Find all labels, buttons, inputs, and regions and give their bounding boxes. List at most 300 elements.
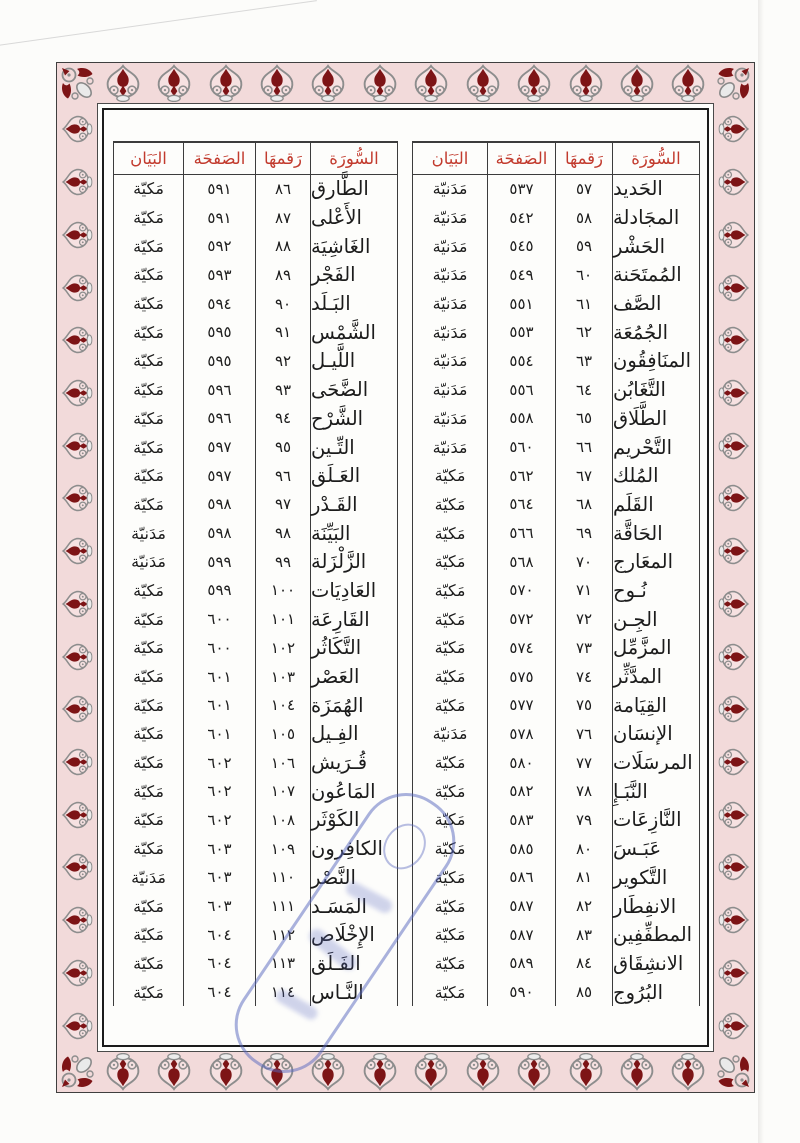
table-row [114,375,397,404]
surah-name-cell: القَـدْر [311,492,358,516]
border-heart-motif-icon [714,577,754,630]
surah-number-cell: ٩٨ [256,519,311,548]
header-bayan: البَيَان [114,143,184,174]
page-number-cell: ٥٥١ [488,289,556,318]
revelation-type-cell: مَكيّة [413,662,488,691]
surah-name-cell: عَبَـسَ [613,837,662,861]
surah-number-cell: ٧٣ [556,634,613,663]
surah-name-cell: البُرُوج [613,980,664,1004]
border-heart-motif-icon [714,736,754,789]
page-number-cell: ٦٠٢ [184,748,256,777]
surah-name-cell: الطَّارق [311,177,369,201]
page-number-cell: ٥٩٦ [184,375,256,404]
revelation-type-cell: مَدَنيّة [114,519,184,548]
border-heart-motif-icon [303,1052,354,1092]
border-heart-motif-icon [714,419,754,472]
border-heart-motif-icon [57,156,97,209]
table-row [114,605,397,634]
surah-name-cell: المنَافِقُون [613,349,692,373]
table-row [413,347,699,376]
surah-number-cell: ٨٢ [556,892,613,921]
table-row [114,404,397,433]
table-row [413,720,699,749]
page-number-cell: ٥٥٦ [488,375,556,404]
surah-name-cell: الضَّحَى [311,378,369,402]
surah-name-cell: الصَّف [613,292,662,316]
surah-name-cell: قُـرَيش [311,751,368,775]
surah-name-cell: البَيِّنَة [311,521,351,545]
border-heart-motif-icon [97,63,148,103]
surah-name-cell: القِيَامة [613,693,667,717]
revelation-type-cell: مَكيّة [413,806,488,835]
surah-name-cell: المَاعُون [311,779,376,803]
border-bottom-strip [97,1052,714,1092]
border-corner-rosette-icon [714,1052,754,1092]
revelation-type-cell: مَكيّة [114,375,184,404]
revelation-type-cell: مَكيّة [114,691,184,720]
surah-name-cell: المطفِّفِين [613,923,693,947]
surah-number-cell: ٥٨ [556,203,613,232]
table-header-row [413,143,699,175]
surah-number-cell: ٨٠ [556,834,613,863]
page-number-cell: ٥٦٠ [488,433,556,462]
surah-name-cell: العَـلَق [311,464,361,488]
surah-number-cell: ٥٧ [556,175,613,204]
border-heart-motif-icon [714,156,754,209]
surah-name-cell: اللَّيـل [311,349,356,373]
table-row [114,748,397,777]
table-header-row [114,143,397,175]
surah-number-cell: ٩٢ [256,347,311,376]
surah-name-cell: التَّكَاثُر [311,636,362,660]
border-heart-motif-icon [57,367,97,420]
page-number-cell: ٥٨٦ [488,863,556,892]
revelation-type-cell: مَكيّة [413,892,488,921]
border-heart-motif-icon [57,999,97,1052]
revelation-type-cell: مَدَنيّة [413,720,488,749]
surah-name-cell: الفِـيل [311,722,359,746]
surah-number-cell: ٩٣ [256,375,311,404]
revelation-type-cell: مَدَنيّة [413,289,488,318]
page-number-cell: ٥٦٦ [488,519,556,548]
surah-number-cell: ١٠٥ [256,720,311,749]
surah-number-cell: ٩٩ [256,547,311,576]
revelation-type-cell: مَكيّة [413,863,488,892]
surah-number-cell: ٧٠ [556,547,613,576]
page-number-cell: ٥٤٩ [488,261,556,290]
border-heart-motif-icon [57,841,97,894]
revelation-type-cell: مَدَنيّة [413,232,488,261]
surah-name-cell: القَارِعَة [311,607,370,631]
revelation-type-cell: مَكيّة [413,519,488,548]
surah-number-cell: ٦٥ [556,404,613,433]
surah-number-cell: ١١٣ [256,949,311,978]
border-heart-motif-icon [148,63,199,103]
table-row [114,318,397,347]
surah-number-cell: ٨٧ [256,203,311,232]
border-heart-motif-icon [714,472,754,525]
page-number-cell: ٥٨٢ [488,777,556,806]
table-row [413,404,699,433]
page-number-cell: ٥٩٥ [184,347,256,376]
page-number-cell: ٥٨٧ [488,920,556,949]
header-number: رَقمهَا [556,143,613,174]
border-heart-motif-icon [714,788,754,841]
border-heart-motif-icon [57,736,97,789]
revelation-type-cell: مَكيّة [114,175,184,204]
border-heart-motif-icon [406,63,457,103]
surah-name-cell: التَّكوير [613,865,668,889]
header-surah: السُّورَة [329,148,379,168]
table-body [413,175,699,1007]
border-heart-motif-icon [714,103,754,156]
scan-artifact-line [0,0,317,47]
page-number-cell: ٥٧٢ [488,605,556,634]
page-number-cell: ٦٠٤ [184,920,256,949]
table-row [114,347,397,376]
page-number-cell: ٥٤٢ [488,203,556,232]
table-row [114,920,397,949]
revelation-type-cell: مَكيّة [413,576,488,605]
table-row [413,576,699,605]
surah-number-cell: ٥٩ [556,232,613,261]
table-row [114,863,397,892]
revelation-type-cell: مَكيّة [413,748,488,777]
page-number-cell: ٥٦٢ [488,461,556,490]
border-heart-motif-icon [508,1052,559,1092]
border-heart-motif-icon [611,1052,662,1092]
revelation-type-cell: مَكيّة [114,433,184,462]
table-row [413,203,699,232]
surah-number-cell: ٦٣ [556,347,613,376]
page-number-cell: ٥٣٧ [488,175,556,204]
table-row [413,777,699,806]
border-heart-motif-icon [714,999,754,1052]
surah-number-cell: ١١١ [256,892,311,921]
border-corner-rosette-icon [57,63,97,103]
revelation-type-cell: مَكيّة [114,920,184,949]
table-row [114,261,397,290]
page-number-cell: ٦٠٣ [184,863,256,892]
revelation-type-cell: مَكيّة [114,634,184,663]
surah-number-cell: ٦٤ [556,375,613,404]
surah-number-cell: ٦١ [556,289,613,318]
page-number-cell: ٥٧٤ [488,634,556,663]
table-row [413,892,699,921]
surah-index-table-right [412,141,700,1006]
table-row [413,920,699,949]
surah-number-cell: ٦٢ [556,318,613,347]
revelation-type-cell: مَدَنيّة [114,547,184,576]
revelation-type-cell: مَكيّة [413,978,488,1007]
table-row [413,547,699,576]
border-right-strip [714,103,754,1052]
table-row [114,490,397,519]
page-number-cell: ٥٤٥ [488,232,556,261]
table-row [114,806,397,835]
revelation-type-cell: مَكيّة [114,949,184,978]
header-number: رَقمهَا [256,143,311,174]
surah-name-cell: القَلَم [613,492,654,516]
surah-name-cell: الكافِرون [311,837,383,861]
border-heart-motif-icon [57,472,97,525]
surah-number-cell: ٨٩ [256,261,311,290]
border-heart-motif-icon [57,525,97,578]
page-number-cell: ٥٧٧ [488,691,556,720]
page-number-cell: ٥٩٥ [184,318,256,347]
surah-name-cell: الغَاشِيَة [311,234,371,258]
page-number-cell: ٥٩١ [184,175,256,204]
surah-number-cell: ٩٥ [256,433,311,462]
border-left-strip [57,103,97,1052]
revelation-type-cell: مَكيّة [413,949,488,978]
surah-name-cell: الانفِطَار [613,894,677,918]
surah-name-cell: المجَادلة [613,206,680,230]
surah-number-cell: ٧٧ [556,748,613,777]
surah-name-cell: الإنسَان [613,722,673,746]
surah-name-cell: نُـوح [613,578,647,602]
revelation-type-cell: مَكيّة [114,261,184,290]
page-number-cell: ٥٥٨ [488,404,556,433]
table-row [114,519,397,548]
surah-name-cell: الجُمُعَة [613,320,669,344]
page-number-cell: ٥٩١ [184,203,256,232]
page-number-cell: ٥٥٣ [488,318,556,347]
table-row [114,949,397,978]
surah-name-cell: المَسَـد [311,894,367,918]
surah-name-cell: الفَـلَق [311,951,361,975]
revelation-type-cell: مَكيّة [114,834,184,863]
border-heart-motif-icon [200,63,251,103]
table-row [114,691,397,720]
surah-number-cell: ١١٤ [256,978,311,1007]
surah-number-cell: ٧١ [556,576,613,605]
header-page: الصَفحَة [184,143,256,174]
revelation-type-cell: مَكيّة [413,490,488,519]
surah-number-cell: ٨٣ [556,920,613,949]
revelation-type-cell: مَكيّة [413,605,488,634]
page-number-cell: ٥٩٩ [184,576,256,605]
surah-name-cell: التَّغَابُن [613,378,666,402]
border-heart-motif-icon [57,314,97,367]
surah-number-cell: ١١٠ [256,863,311,892]
page-number-cell: ٥٨٣ [488,806,556,835]
page-number-cell: ٥٧٥ [488,662,556,691]
surah-number-cell: ٧٦ [556,720,613,749]
surah-number-cell: ٩١ [256,318,311,347]
page-edge-shadow [758,0,764,1143]
table-row [413,490,699,519]
table-row [413,261,699,290]
surah-number-cell: ١٠١ [256,605,311,634]
page-number-cell: ٦٠٠ [184,605,256,634]
border-heart-motif-icon [714,314,754,367]
revelation-type-cell: مَدَنيّة [413,347,488,376]
surah-name-cell: الحَديد [613,177,663,201]
surah-name-cell: النَّازِعَات [613,808,682,832]
table-row [413,232,699,261]
border-heart-motif-icon [57,788,97,841]
surah-name-cell: الهُمَزَة [311,693,364,717]
surah-number-cell: ٧٥ [556,691,613,720]
page-number-cell: ٥٨٧ [488,892,556,921]
revelation-type-cell: مَكيّة [114,892,184,921]
revelation-type-cell: مَكيّة [114,461,184,490]
surah-name-cell: المعَارج [613,550,673,574]
surah-number-cell: ١٠٨ [256,806,311,835]
page-number-cell: ٥٨٠ [488,748,556,777]
surah-name-cell: المزَّمِّل [613,636,672,660]
surah-name-cell: الشَّمْس [311,320,376,344]
table-row [413,806,699,835]
surah-number-cell: ٦٨ [556,490,613,519]
revelation-type-cell: مَدَنيّة [413,175,488,204]
revelation-type-cell: مَدَنيّة [413,375,488,404]
surah-name-cell: النَّـاس [311,980,364,1004]
page-number-cell: ٥٥٤ [488,347,556,376]
surah-number-cell: ٨٨ [256,232,311,261]
page-number-cell: ٥٩٢ [184,232,256,261]
table-row [413,289,699,318]
table-row [114,576,397,605]
border-heart-motif-icon [57,419,97,472]
page-number-cell: ٦٠٠ [184,634,256,663]
revelation-type-cell: مَكيّة [114,748,184,777]
revelation-type-cell: مَكيّة [114,978,184,1007]
revelation-type-cell: مَكيّة [114,605,184,634]
table-row [413,834,699,863]
border-heart-motif-icon [663,63,714,103]
surah-number-cell: ٩٦ [256,461,311,490]
border-heart-motif-icon [354,63,405,103]
revelation-type-cell: مَكيّة [413,547,488,576]
surah-name-cell: النَّصْر [311,865,356,889]
surah-number-cell: ٦٧ [556,461,613,490]
border-heart-motif-icon [57,577,97,630]
surah-number-cell: ٦٩ [556,519,613,548]
border-heart-motif-icon [200,1052,251,1092]
page-number-cell: ٦٠١ [184,691,256,720]
surah-name-cell: العَصْر [311,665,360,689]
border-heart-motif-icon [457,63,508,103]
surah-number-cell: ١٠٩ [256,834,311,863]
border-heart-motif-icon [251,1052,302,1092]
border-heart-motif-icon [663,1052,714,1092]
page-number-cell: ٥٦٨ [488,547,556,576]
surah-number-cell: ٨١ [556,863,613,892]
table-row [114,203,397,232]
page-number-cell: ٦٠٣ [184,834,256,863]
revelation-type-cell: مَكيّة [413,834,488,863]
page-number-cell: ٦٠٣ [184,892,256,921]
page-number-cell: ٥٦٤ [488,490,556,519]
table-row [114,720,397,749]
page-number-cell: ٥٩٩ [184,547,256,576]
revelation-type-cell: مَكيّة [413,777,488,806]
surah-number-cell: ٩٧ [256,490,311,519]
revelation-type-cell: مَكيّة [114,347,184,376]
table-row [413,605,699,634]
surah-name-cell: النَّبَـإِ [613,779,648,803]
table-row [413,748,699,777]
table-row [114,232,397,261]
surah-name-cell: العَادِيَات [311,578,377,602]
border-heart-motif-icon [148,1052,199,1092]
surah-number-cell: ٧٢ [556,605,613,634]
revelation-type-cell: مَدَنيّة [413,261,488,290]
table-row [413,433,699,462]
surah-name-cell: الحَشْر [613,234,666,258]
page-number-cell: ٥٩٣ [184,261,256,290]
border-heart-motif-icon [57,683,97,736]
surah-number-cell: ٧٨ [556,777,613,806]
table-row [413,461,699,490]
page-number-cell: ٦٠٤ [184,949,256,978]
revelation-type-cell: مَدَنيّة [413,433,488,462]
page-number-cell: ٦٠٢ [184,806,256,835]
header-surah: السُّورَة [631,148,681,168]
surah-number-cell: ١٠٠ [256,576,311,605]
surah-name-cell: المُمتَحَنة [613,263,682,287]
page-number-cell: ٥٧٨ [488,720,556,749]
surah-number-cell: ١٠٤ [256,691,311,720]
surah-number-cell: ٧٤ [556,662,613,691]
surah-number-cell: ٦٠ [556,261,613,290]
surah-number-cell: ١٠٧ [256,777,311,806]
surah-name-cell: المرسَلَات [613,751,693,775]
surah-name-cell: الإِخْلَاص [311,923,375,947]
header-bayan: البَيَان [413,143,488,174]
revelation-type-cell: مَدَنيّة [413,203,488,232]
border-heart-motif-icon [714,894,754,947]
surah-number-cell: ١٠٢ [256,634,311,663]
revelation-type-cell: مَكيّة [114,806,184,835]
revelation-type-cell: مَكيّة [413,461,488,490]
revelation-type-cell: مَكيّة [114,203,184,232]
surah-name-cell: الكَوْثَر [311,808,360,832]
revelation-type-cell: مَدَنيّة [114,863,184,892]
page-number-cell: ٥٩٧ [184,461,256,490]
border-heart-motif-icon [57,261,97,314]
revelation-type-cell: مَكيّة [114,576,184,605]
page-number-cell: ٥٩٠ [488,978,556,1007]
surah-name-cell: الفَجْر [311,263,356,287]
table-row [114,634,397,663]
revelation-type-cell: مَكيّة [413,920,488,949]
revelation-type-cell: مَكيّة [114,404,184,433]
page-number-cell: ٥٩٧ [184,433,256,462]
surah-name-cell: الانشِقَاق [613,951,684,975]
surah-index-table-left [113,141,398,1006]
page-number-cell: ٦٠٤ [184,978,256,1007]
surah-name-cell: التَّحْريم [613,435,672,459]
revelation-type-cell: مَكيّة [114,720,184,749]
border-heart-motif-icon [508,63,559,103]
surah-number-cell: ٧٩ [556,806,613,835]
border-corner-rosette-icon [714,63,754,103]
page-number-cell: ٦٠١ [184,720,256,749]
table-row [413,175,699,204]
border-corner-rosette-icon [57,1052,97,1092]
surah-name-cell: الشَّرْح [311,406,364,430]
revelation-type-cell: مَكيّة [114,232,184,261]
border-heart-motif-icon [97,1052,148,1092]
table-row [114,547,397,576]
surah-number-cell: ١٠٣ [256,662,311,691]
table-row [114,978,397,1007]
revelation-type-cell: مَكيّة [114,289,184,318]
table-row [114,662,397,691]
